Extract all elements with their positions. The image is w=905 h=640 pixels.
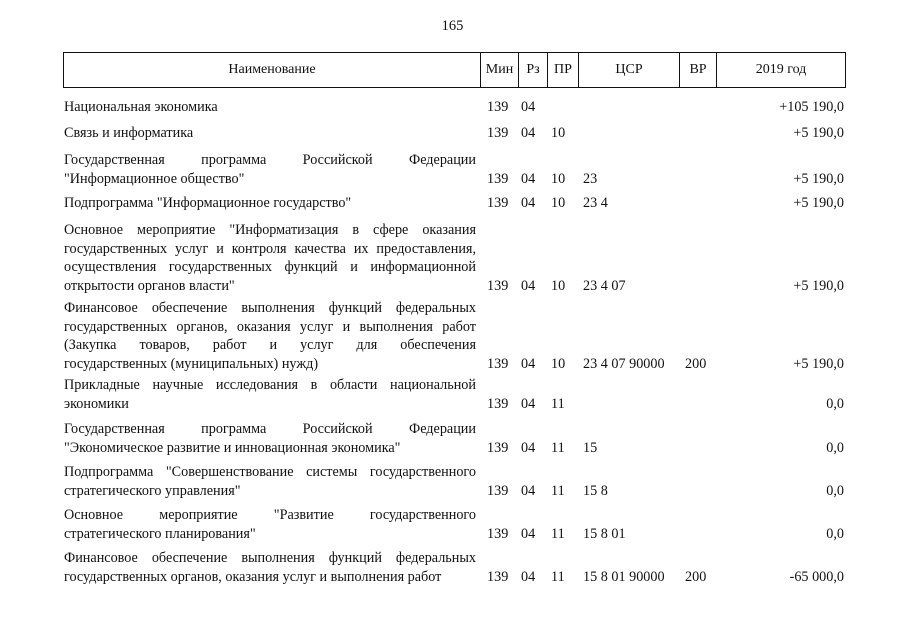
row-min: 139	[487, 99, 509, 115]
row-min: 139	[487, 482, 509, 499]
row-name-line: государственных услуг и контроля качества их предоставления,	[64, 240, 476, 257]
row-csr: 15 8	[583, 482, 608, 499]
row-pr: 11	[551, 525, 565, 542]
page-number: 165	[441, 18, 464, 34]
row-vr: 200	[685, 356, 707, 373]
row-rz: 04	[521, 170, 536, 187]
row-rz: 04	[521, 525, 536, 542]
header-pr: ПР	[547, 53, 578, 87]
row-name-line: Финансовое обеспечение выполнения функций федеральных	[64, 550, 476, 566]
header-rz: Рз	[518, 53, 547, 87]
row-pr: 10	[551, 195, 566, 211]
row-min: 139	[487, 568, 509, 585]
header-min: Мин	[480, 53, 518, 87]
row-pr: 11	[551, 568, 565, 585]
row-name-line: Финансовое обеспечение выполнения функций федеральных	[64, 300, 476, 316]
row-name	[64, 98, 476, 117]
row-rz: 04	[521, 125, 536, 141]
header-year: 2019 год	[716, 53, 845, 87]
row-name-line: Государственная программа Российской Федерации	[64, 421, 476, 437]
row-value: +5 190,0	[793, 170, 844, 187]
row-pr: 10	[551, 278, 566, 295]
row-rz: 04	[521, 439, 536, 456]
row-rz: 04	[521, 568, 536, 585]
row-name	[64, 463, 476, 500]
row-min: 139	[487, 195, 509, 211]
row-csr: 15 8 01 90000	[583, 568, 665, 585]
row-value: 0,0	[826, 439, 844, 456]
row-min: 139	[487, 525, 509, 542]
row-min: 139	[487, 170, 509, 187]
row-name-line: Подпрограмма "Совершенствование системы государственного	[64, 464, 476, 480]
row-value: 0,0	[826, 482, 844, 499]
row-value: +5 190,0	[793, 195, 844, 211]
header-name: Наименование	[228, 62, 316, 77]
table-header	[63, 52, 846, 88]
row-pr: 10	[551, 356, 566, 373]
row-csr: 15	[583, 439, 598, 456]
row-name-line: стратегического планирования"	[64, 525, 256, 542]
row-value: -65 000,0	[789, 568, 844, 585]
row-value: +5 190,0	[793, 125, 844, 141]
row-min: 139	[487, 278, 509, 295]
row-name	[64, 420, 476, 457]
row-name	[64, 221, 476, 296]
row-rz: 04	[521, 99, 536, 115]
row-name-line: осуществления государственных функций и информационной	[64, 259, 476, 276]
row-csr: 23 4 07	[583, 278, 626, 295]
row-name-line: открытости органов власти"	[64, 278, 235, 295]
row-name-line: Прикладные научные исследования в области национальной	[64, 377, 476, 393]
row-min: 139	[487, 395, 509, 412]
row-name-line: Основное мероприятие "Развитие государственного	[64, 507, 476, 523]
row-csr: 15 8 01	[583, 525, 626, 542]
row-rz: 04	[521, 356, 536, 373]
row-name-line: стратегического управления"	[64, 482, 241, 499]
row-name-line: (Закупка товаров, работ и услуг для обеспечения	[64, 337, 476, 354]
row-min: 139	[487, 125, 509, 141]
row-name-line: "Информационное общество"	[64, 170, 245, 187]
row-rz: 04	[521, 482, 536, 499]
row-rz: 04	[521, 195, 536, 211]
row-csr: 23	[583, 170, 598, 187]
row-min: 139	[487, 356, 509, 373]
row-rz: 04	[521, 395, 536, 412]
row-vr: 200	[685, 568, 707, 585]
row-name	[64, 506, 476, 543]
row-value: 0,0	[826, 395, 844, 412]
row-name	[64, 151, 476, 188]
row-csr: 23 4 07 90000	[583, 356, 665, 373]
row-name-line: Подпрограмма "Информационное государство"	[64, 195, 352, 211]
row-rz: 04	[521, 278, 536, 295]
row-value: +5 190,0	[793, 278, 844, 295]
row-name-line: Связь и информатика	[64, 125, 194, 141]
row-name	[64, 299, 476, 374]
row-csr: 23 4	[583, 195, 608, 211]
row-name	[64, 124, 476, 143]
row-name-line: Государственная программа Российской Федерации	[64, 152, 476, 168]
row-value: +105 190,0	[779, 99, 844, 115]
row-min: 139	[487, 439, 509, 456]
row-name-line: экономики	[64, 395, 129, 412]
row-name-line: государственных (муниципальных) нужд)	[64, 356, 319, 373]
row-pr: 10	[551, 170, 566, 187]
row-value: +5 190,0	[793, 356, 844, 373]
row-name-line: государственных органов, оказания услуг и выполнения работ	[64, 318, 476, 335]
row-pr: 10	[551, 125, 566, 141]
row-pr: 11	[551, 482, 565, 499]
row-value: 0,0	[826, 525, 844, 542]
header-vr: ВР	[679, 53, 716, 87]
row-name	[64, 376, 476, 413]
row-pr: 11	[551, 395, 565, 412]
row-name-line: "Экономическое развитие и инновационная экономика"	[64, 439, 401, 456]
row-name-line: Основное мероприятие "Информатизация в сфере оказания	[64, 222, 476, 238]
header-csr: ЦСР	[578, 53, 679, 87]
row-name	[64, 549, 476, 586]
row-name-line: государственных органов, оказания услуг и выполнения работ	[64, 568, 442, 585]
row-name	[64, 194, 476, 213]
row-name-line: Национальная экономика	[64, 99, 218, 115]
row-pr: 11	[551, 439, 565, 456]
